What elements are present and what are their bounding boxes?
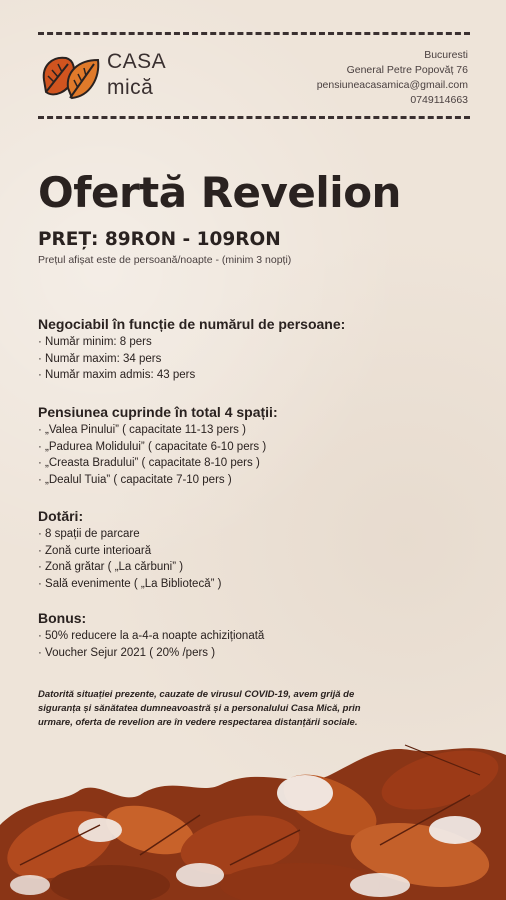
brand-name-casa: CASA xyxy=(107,50,167,73)
contact-city: Bucuresti xyxy=(424,49,468,61)
offer-title: Ofertă Revelion xyxy=(38,168,401,217)
section-list xyxy=(38,334,345,384)
list-item: · 8 spații de parcare xyxy=(38,526,221,543)
offer-price: PREȚ: 89RON - 109RON xyxy=(38,229,281,250)
section-negotiable xyxy=(38,316,345,384)
section-list xyxy=(38,422,278,488)
contact-phone[interactable]: 0749114663 xyxy=(410,94,468,106)
contact-street: General Petre Popovăț 76 xyxy=(346,64,468,76)
logo xyxy=(38,46,188,106)
list-item: · „Dealul Tuia” ( capacitate 7-10 pers ) xyxy=(38,472,278,489)
section-list xyxy=(38,628,264,661)
list-item: · Zonă curte interioară xyxy=(38,543,221,560)
list-item: · „Padurea Molidului” ( capacitate 6-10 pers ) xyxy=(38,439,278,456)
covid-notice: Datorită situației prezente, cauzate de virusul COVID-19, avem grijă de siguranța și sănătatea dumneavoastră și a personalului Casa Mică, prin urmare, oferta de revelion are în vedere respectarea distanțării sociale. xyxy=(38,689,361,728)
list-item: · „Valea Pinului” ( capacitate 11-13 pers ) xyxy=(38,422,278,439)
section-spaces xyxy=(38,404,278,488)
section-amenities xyxy=(38,508,221,592)
section-list xyxy=(38,526,221,592)
list-item: · Număr maxim: 34 pers xyxy=(38,351,345,368)
section-bonus xyxy=(38,610,264,661)
list-item: · Voucher Sejur 2021 ( 20% /pers ) xyxy=(38,645,264,662)
list-item: · Sală evenimente ( „La Bibliotecă” ) xyxy=(38,576,221,593)
list-item: · Număr maxim admis: 43 pers xyxy=(38,367,345,384)
section-heading: Bonus: xyxy=(38,610,87,626)
list-item: · Zonă grătar ( „La cărbuni” ) xyxy=(38,559,221,576)
dashed-divider-bottom xyxy=(38,116,470,119)
price-note: Prețul afișat este de persoană/noapte - (minim 3 nopți) xyxy=(38,254,292,266)
brand-name-mica: mică xyxy=(107,76,154,99)
section-heading: Negociabil în funcție de numărul de persoane: xyxy=(38,316,346,332)
section-heading: Pensiunea cuprinde în total 4 spații: xyxy=(38,404,278,420)
contact-email[interactable]: pensiuneacasamica@gmail.com xyxy=(316,79,468,91)
contact-block xyxy=(317,48,468,108)
list-item: · 50% reducere la a-4-a noapte achiziționată xyxy=(38,628,264,645)
dashed-divider-top xyxy=(38,32,470,35)
list-item: · „Creasta Bradului” ( capacitate 8-10 pers ) xyxy=(38,455,278,472)
section-heading: Dotări: xyxy=(38,508,84,524)
autumn-leaves-snow-decoration xyxy=(0,735,506,900)
leaf-logo-icon xyxy=(38,50,102,106)
list-item: · Număr minim: 8 pers xyxy=(38,334,345,351)
